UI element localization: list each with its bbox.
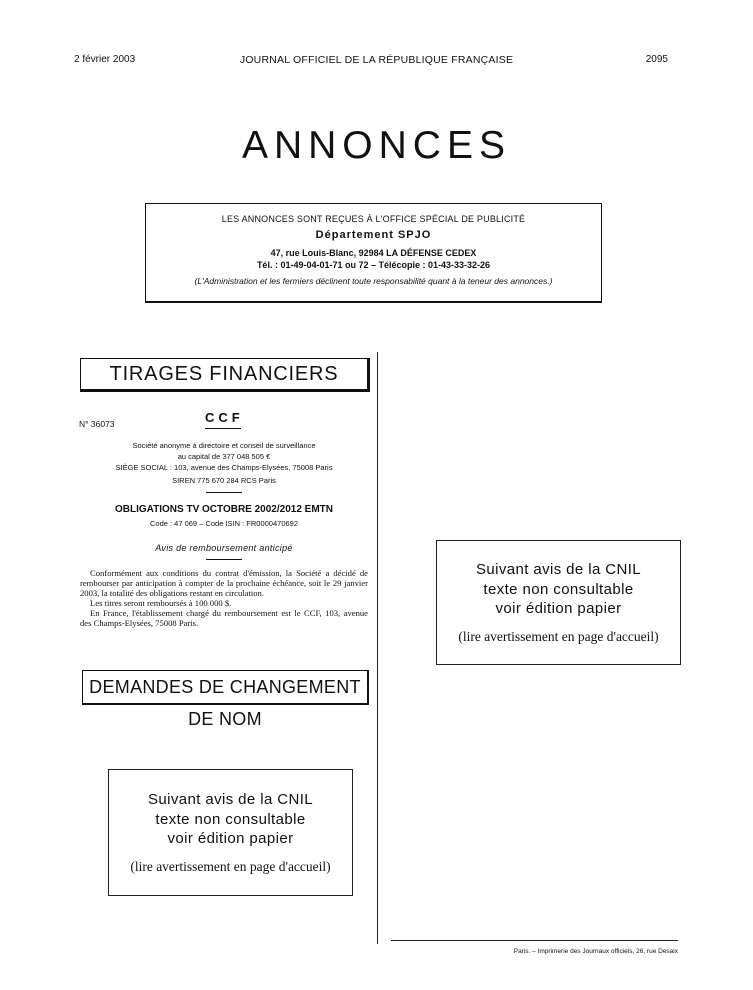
page-title: ANNONCES (241, 124, 512, 167)
company-info-2: au capital de 377 048 505 € (177, 452, 271, 461)
notice-number: N° 36073 (79, 419, 115, 429)
info-underline (206, 492, 242, 493)
section-tirages-financiers: TIRAGES FINANCIERS (80, 358, 370, 392)
section-demandes-changement-nom: DEMANDES DE CHANGEMENT DE NOM (82, 670, 369, 705)
cnil-line-2: texte non consultable (155, 810, 306, 828)
cnil-line-3: voir édition papier (167, 830, 294, 847)
office-department: Département SPJO (315, 229, 432, 242)
office-line-1: LES ANNONCES SONT REÇUES À L'OFFICE SPÉCIAL DE PUBLICITÉ (221, 214, 526, 224)
company-info-1: Société anonyme à directoire et conseil de surveillance (132, 441, 316, 450)
footer-rule (391, 940, 678, 941)
cnil-line-4: (lire avertissement en page d'accueil) (130, 858, 331, 874)
cnil-notice-right (436, 540, 681, 665)
cnil-line-4: (lire avertissement en page d'accueil) (458, 628, 659, 644)
cnil-line-2: texte non consultable (483, 580, 634, 598)
company-info-4: SIREN 775 670 284 RCS Paris (172, 476, 276, 485)
office-address: 47, rue Louis-Blanc, 92984 LA DÉFENSE CEDEX (270, 247, 477, 258)
office-phone: Tél. : 01-49-04-01-71 ou 72 – Télécopie : 01-43-33-32-26 (256, 260, 491, 271)
avis-underline (206, 559, 242, 560)
header-date: 2 février 2003 (74, 54, 136, 65)
journal-title: JOURNAL OFFICIEL DE LA RÉPUBLIQUE FRANÇAISE (239, 54, 514, 66)
company-name: CCF (205, 410, 244, 425)
cnil-line-1: Suivant avis de la CNIL (147, 791, 314, 808)
company-underline (205, 428, 241, 429)
notice-paragraph: Les titres seront remboursés à 100 000 $. (90, 598, 232, 609)
office-info-box (145, 203, 602, 303)
notice-body (80, 568, 368, 628)
notice-paragraph: Conformément aux conditions du contrat d'émission, la Société a décidé de rembourser par anticipation à compter de la prochaine échéance, soit le 29 janvier 2003, la totalité des obligations restant en circulation. (80, 568, 368, 599)
cnil-notice-left (108, 769, 353, 896)
avis-title: Avis de remboursement anticipé (155, 543, 293, 553)
page-number: 2095 (645, 54, 668, 65)
obligations-codes: Code : 47 069 – Code ISIN : FR0000470692 (149, 519, 299, 528)
cnil-line-3: voir édition papier (495, 600, 622, 617)
notice-paragraph: En France, l'établissement chargé du remboursement est le CCF, 103, avenue des Champs-Elysées, 75008 Paris. (80, 608, 368, 629)
obligations-title: OBLIGATIONS TV OCTOBRE 2002/2012 EMTN (114, 504, 333, 515)
company-info-3: SIÈGE SOCIAL : 103, avenue des Champs-Elysées, 75008 Paris (115, 463, 333, 472)
printer-footer: Paris. – Imprimerie des Journaux officiels, 26, rue Desaix (513, 948, 678, 955)
cnil-line-1: Suivant avis de la CNIL (475, 561, 642, 578)
office-disclaimer: (L'Administration et les fermiers déclinent toute responsabilité quant à la teneur des annonces.) (194, 276, 553, 287)
column-divider (377, 352, 378, 944)
